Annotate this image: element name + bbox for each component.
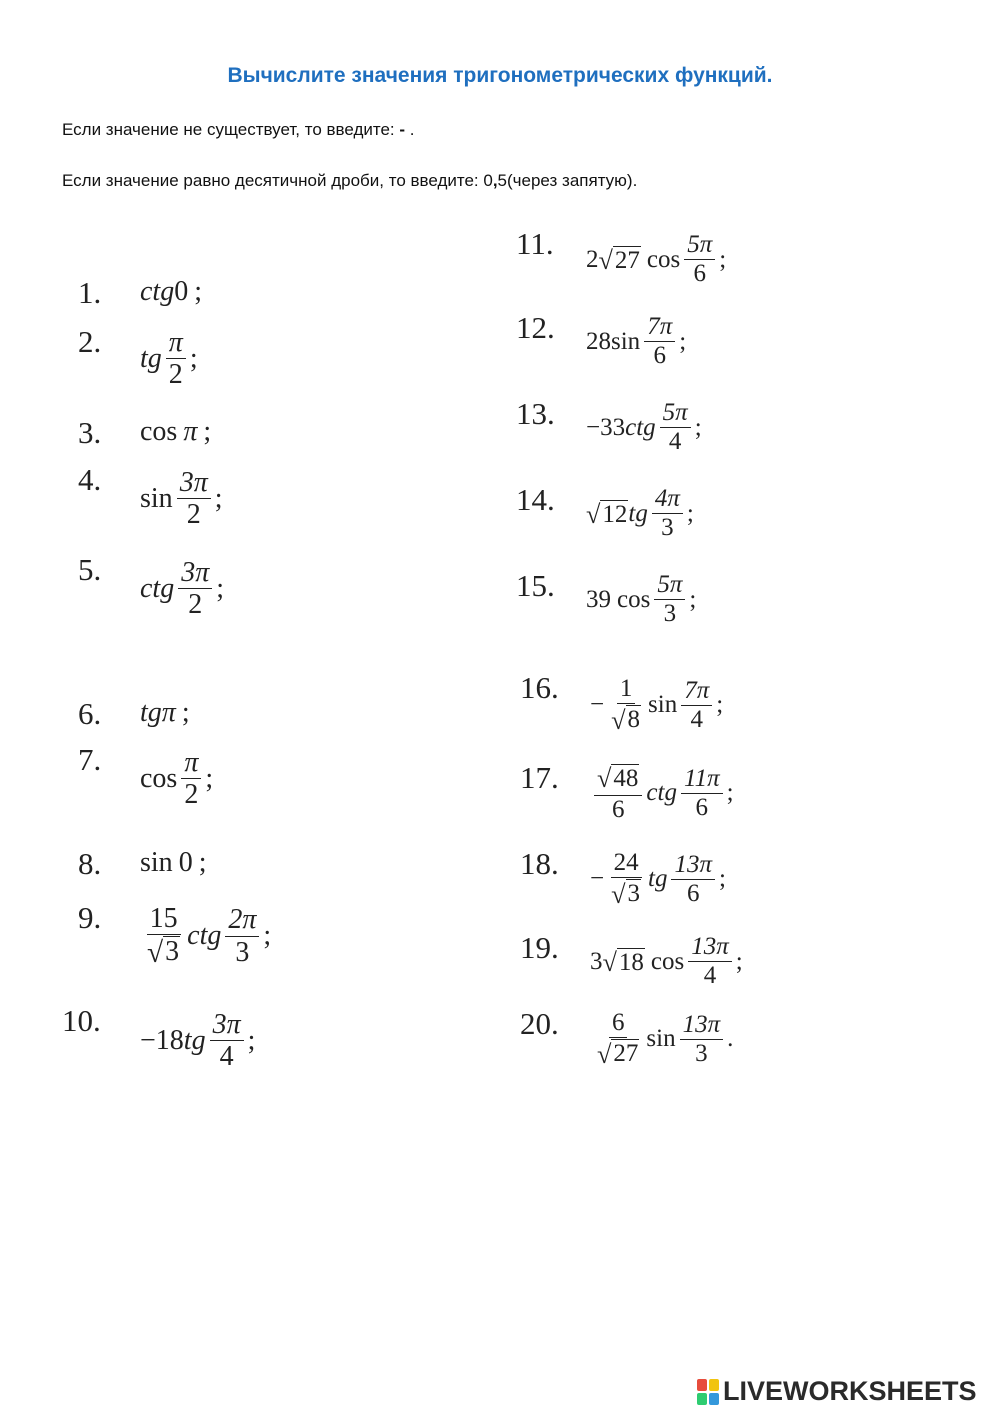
denominator: 2 bbox=[186, 499, 201, 531]
function-name: cos bbox=[617, 585, 651, 613]
fraction bbox=[181, 748, 201, 810]
terminator: ; bbox=[694, 413, 702, 441]
coefficient: −18 bbox=[140, 1024, 184, 1056]
fraction bbox=[680, 1012, 724, 1068]
item-number-2: 2. bbox=[78, 324, 102, 359]
function-name: sin bbox=[611, 327, 641, 355]
item-number-17: 17. bbox=[520, 760, 559, 795]
fraction bbox=[654, 572, 685, 628]
expression-2 bbox=[140, 328, 198, 390]
expression-19 bbox=[590, 934, 743, 990]
expression-17 bbox=[590, 764, 734, 823]
terminator: ; bbox=[735, 947, 743, 975]
terminator: ; bbox=[247, 1024, 256, 1056]
terminator: ; bbox=[726, 779, 734, 807]
function-name: tg bbox=[648, 865, 668, 893]
expression-14 bbox=[586, 486, 694, 542]
item-number-4: 4. bbox=[78, 462, 102, 497]
page-title: Вычислите значения тригонометрических функций. bbox=[227, 64, 773, 87]
fraction bbox=[644, 314, 675, 370]
logo-mark-icon bbox=[697, 1379, 719, 1405]
radicand: 3 bbox=[165, 936, 180, 968]
coefficient-fraction bbox=[608, 850, 644, 909]
expression-11 bbox=[586, 232, 726, 288]
numerator: 13π bbox=[671, 852, 715, 880]
denominator: 4 bbox=[703, 962, 717, 990]
denominator: 2 bbox=[188, 589, 203, 621]
function-name: sin bbox=[646, 1025, 676, 1053]
numerator: 4π bbox=[652, 486, 683, 514]
terminator: ; bbox=[716, 691, 724, 719]
fraction bbox=[166, 328, 186, 390]
terminator: ; bbox=[203, 416, 212, 447]
item-number-16: 16. bbox=[520, 670, 559, 705]
coefficient: 28 bbox=[586, 327, 611, 355]
item-number-14: 14. bbox=[516, 482, 555, 517]
numerator: 13π bbox=[680, 1012, 724, 1040]
denominator: 3 bbox=[235, 936, 250, 968]
numerator: 3π bbox=[178, 558, 212, 589]
terminator: ; bbox=[689, 585, 697, 613]
item-number-18: 18. bbox=[520, 846, 559, 881]
item-number-19: 19. bbox=[520, 930, 559, 965]
radicand: 3 bbox=[627, 880, 641, 908]
argument: π bbox=[161, 697, 176, 728]
instruction-2-text: Если значение равно десятичной дроби, то введите: 0 bbox=[62, 171, 493, 190]
coefficient: 39 bbox=[586, 585, 611, 613]
expression-6 bbox=[140, 697, 190, 729]
fraction bbox=[684, 232, 715, 288]
function-name: ctg bbox=[140, 572, 175, 604]
denominator: 2 bbox=[184, 779, 199, 811]
fraction bbox=[225, 905, 259, 967]
coefficient-numerator: 24 bbox=[611, 850, 642, 878]
expression-18 bbox=[590, 850, 726, 909]
function-name: ctg bbox=[646, 779, 677, 807]
expression-8 bbox=[140, 847, 206, 879]
logo-square-yellow bbox=[709, 1379, 719, 1391]
denominator: 4 bbox=[219, 1041, 234, 1073]
fraction bbox=[178, 558, 212, 620]
radical: √ 3 bbox=[611, 879, 641, 909]
terminator: ; bbox=[719, 865, 726, 893]
item-number-6: 6. bbox=[78, 696, 102, 731]
numerator: 5π bbox=[654, 572, 685, 600]
logo-square-blue bbox=[709, 1393, 719, 1405]
fraction bbox=[660, 400, 691, 456]
radicand: 48 bbox=[613, 765, 639, 792]
item-number-13: 13. bbox=[516, 396, 555, 431]
terminator: ; bbox=[214, 482, 223, 514]
expression-4 bbox=[140, 468, 223, 530]
fraction bbox=[652, 486, 683, 542]
denominator: 6 bbox=[695, 793, 709, 821]
sign: − bbox=[590, 865, 605, 893]
radical: √ 12 bbox=[586, 499, 628, 529]
instruction-1-symbol: - bbox=[399, 120, 406, 139]
denominator: 3 bbox=[663, 600, 677, 628]
denominator: 3 bbox=[661, 514, 674, 542]
instruction-2-comma: , bbox=[492, 171, 498, 190]
expression-3 bbox=[140, 416, 211, 448]
function-name: cos bbox=[140, 416, 178, 447]
terminator: ; bbox=[198, 847, 207, 878]
logo-text: LIVEWORKSHEETS bbox=[723, 1376, 977, 1406]
fraction bbox=[671, 852, 715, 908]
denominator: 6 bbox=[653, 342, 666, 370]
numerator: 2π bbox=[225, 905, 259, 936]
numerator: 3π bbox=[177, 468, 211, 499]
item-number-9: 9. bbox=[78, 900, 102, 935]
instruction-2-end: 5(через запятую). bbox=[497, 171, 638, 190]
function-name: cos bbox=[140, 762, 178, 794]
coefficient-fraction bbox=[594, 1010, 642, 1069]
numerator: 7π bbox=[681, 678, 712, 706]
logo-square-red bbox=[697, 1379, 707, 1391]
function-name: cos bbox=[646, 245, 681, 273]
function-name: sin bbox=[648, 691, 678, 719]
argument: 0 bbox=[174, 276, 189, 307]
coefficient-numerator: 6 bbox=[609, 1010, 628, 1038]
expression-1 bbox=[140, 276, 202, 308]
numerator: 11π bbox=[681, 766, 723, 794]
denominator: 6 bbox=[687, 879, 700, 907]
item-number-11: 11. bbox=[516, 226, 554, 261]
radical: √ 3 bbox=[147, 936, 180, 969]
denominator: 4 bbox=[690, 705, 703, 733]
item-number-8: 8. bbox=[78, 846, 102, 881]
function-name: cos bbox=[650, 947, 685, 975]
fraction bbox=[177, 468, 211, 530]
fraction bbox=[210, 1010, 244, 1072]
item-number-1: 1. bbox=[78, 275, 102, 310]
item-number-5: 5. bbox=[78, 552, 102, 587]
coefficient-fraction bbox=[144, 904, 183, 968]
radical: √ 48 bbox=[597, 764, 639, 794]
item-number-3: 3. bbox=[78, 415, 102, 450]
radicand: 27 bbox=[614, 246, 640, 274]
terminator: ; bbox=[686, 499, 694, 527]
expression-12 bbox=[586, 314, 686, 370]
coefficient: 3 bbox=[590, 947, 603, 975]
coefficient-numerator: 15 bbox=[147, 904, 181, 935]
radical: √ 27 bbox=[597, 1039, 639, 1069]
terminator: ; bbox=[181, 697, 190, 728]
denominator: 6 bbox=[693, 260, 707, 288]
numerator: 7π bbox=[644, 314, 675, 342]
item-number-20: 20. bbox=[520, 1006, 559, 1041]
instruction-1-text: Если значение не существует, то введите: bbox=[62, 120, 400, 139]
radicand: 8 bbox=[627, 706, 641, 734]
denominator: 4 bbox=[668, 428, 682, 456]
expression-20 bbox=[590, 1010, 733, 1069]
function-name: ctg bbox=[140, 276, 175, 307]
numerator: 13π bbox=[688, 934, 732, 962]
terminator: . bbox=[727, 1025, 734, 1053]
argument: 0 bbox=[178, 847, 193, 878]
expression-5 bbox=[140, 558, 224, 620]
fraction bbox=[681, 678, 712, 734]
coefficient: 2 bbox=[586, 245, 599, 273]
denominator: 2 bbox=[168, 359, 183, 391]
numerator: 3π bbox=[210, 1010, 244, 1041]
terminator: ; bbox=[719, 245, 727, 273]
terminator: ; bbox=[194, 276, 202, 307]
function-name: ctg bbox=[187, 920, 222, 952]
expression-9 bbox=[140, 904, 271, 968]
function-name: tg bbox=[183, 1024, 206, 1056]
item-number-7: 7. bbox=[78, 742, 102, 777]
terminator: ; bbox=[216, 572, 225, 604]
function-name: sin bbox=[140, 847, 173, 878]
terminator: ; bbox=[263, 920, 272, 952]
instruction-line-2 bbox=[62, 171, 637, 191]
fraction bbox=[688, 934, 732, 990]
radicand: 27 bbox=[613, 1040, 639, 1068]
numerator: 5π bbox=[684, 232, 715, 260]
coefficient-denominator: 6 bbox=[611, 795, 625, 823]
item-number-10: 10. bbox=[62, 1003, 101, 1038]
radicand: 12 bbox=[602, 500, 628, 528]
coefficient-numerator: 1 bbox=[617, 676, 636, 704]
expression-10 bbox=[140, 1010, 255, 1072]
expression-15 bbox=[586, 572, 696, 628]
item-number-12: 12. bbox=[516, 310, 555, 345]
terminator: ; bbox=[205, 762, 214, 794]
coefficient: −33 bbox=[586, 413, 626, 441]
terminator: ; bbox=[189, 342, 198, 374]
expression-13 bbox=[586, 400, 702, 456]
logo-square-green bbox=[697, 1393, 707, 1405]
numerator: π bbox=[181, 748, 201, 779]
terminator: ; bbox=[679, 327, 687, 355]
sign: − bbox=[590, 691, 605, 719]
expression-7 bbox=[140, 748, 213, 810]
radical: √ 18 bbox=[602, 947, 644, 977]
item-number-15: 15. bbox=[516, 568, 555, 603]
coefficient-fraction bbox=[594, 764, 642, 823]
function-name: tg bbox=[140, 697, 162, 728]
function-name: sin bbox=[140, 482, 173, 514]
denominator: 3 bbox=[695, 1039, 708, 1067]
liveworksheets-logo[interactable] bbox=[697, 1376, 977, 1407]
argument: π bbox=[183, 416, 198, 447]
radical: √ 27 bbox=[598, 245, 640, 275]
instruction-line-1 bbox=[62, 120, 415, 140]
function-name: ctg bbox=[625, 413, 656, 441]
instruction-1-end: . bbox=[405, 120, 415, 139]
radical: √ 8 bbox=[611, 705, 641, 735]
coefficient-fraction bbox=[608, 676, 644, 735]
fraction bbox=[681, 766, 723, 822]
numerator: π bbox=[166, 328, 186, 359]
function-name: tg bbox=[628, 499, 648, 527]
function-name: tg bbox=[140, 342, 162, 374]
numerator: 5π bbox=[660, 400, 691, 428]
expression-16 bbox=[590, 676, 723, 735]
radicand: 18 bbox=[618, 948, 644, 976]
